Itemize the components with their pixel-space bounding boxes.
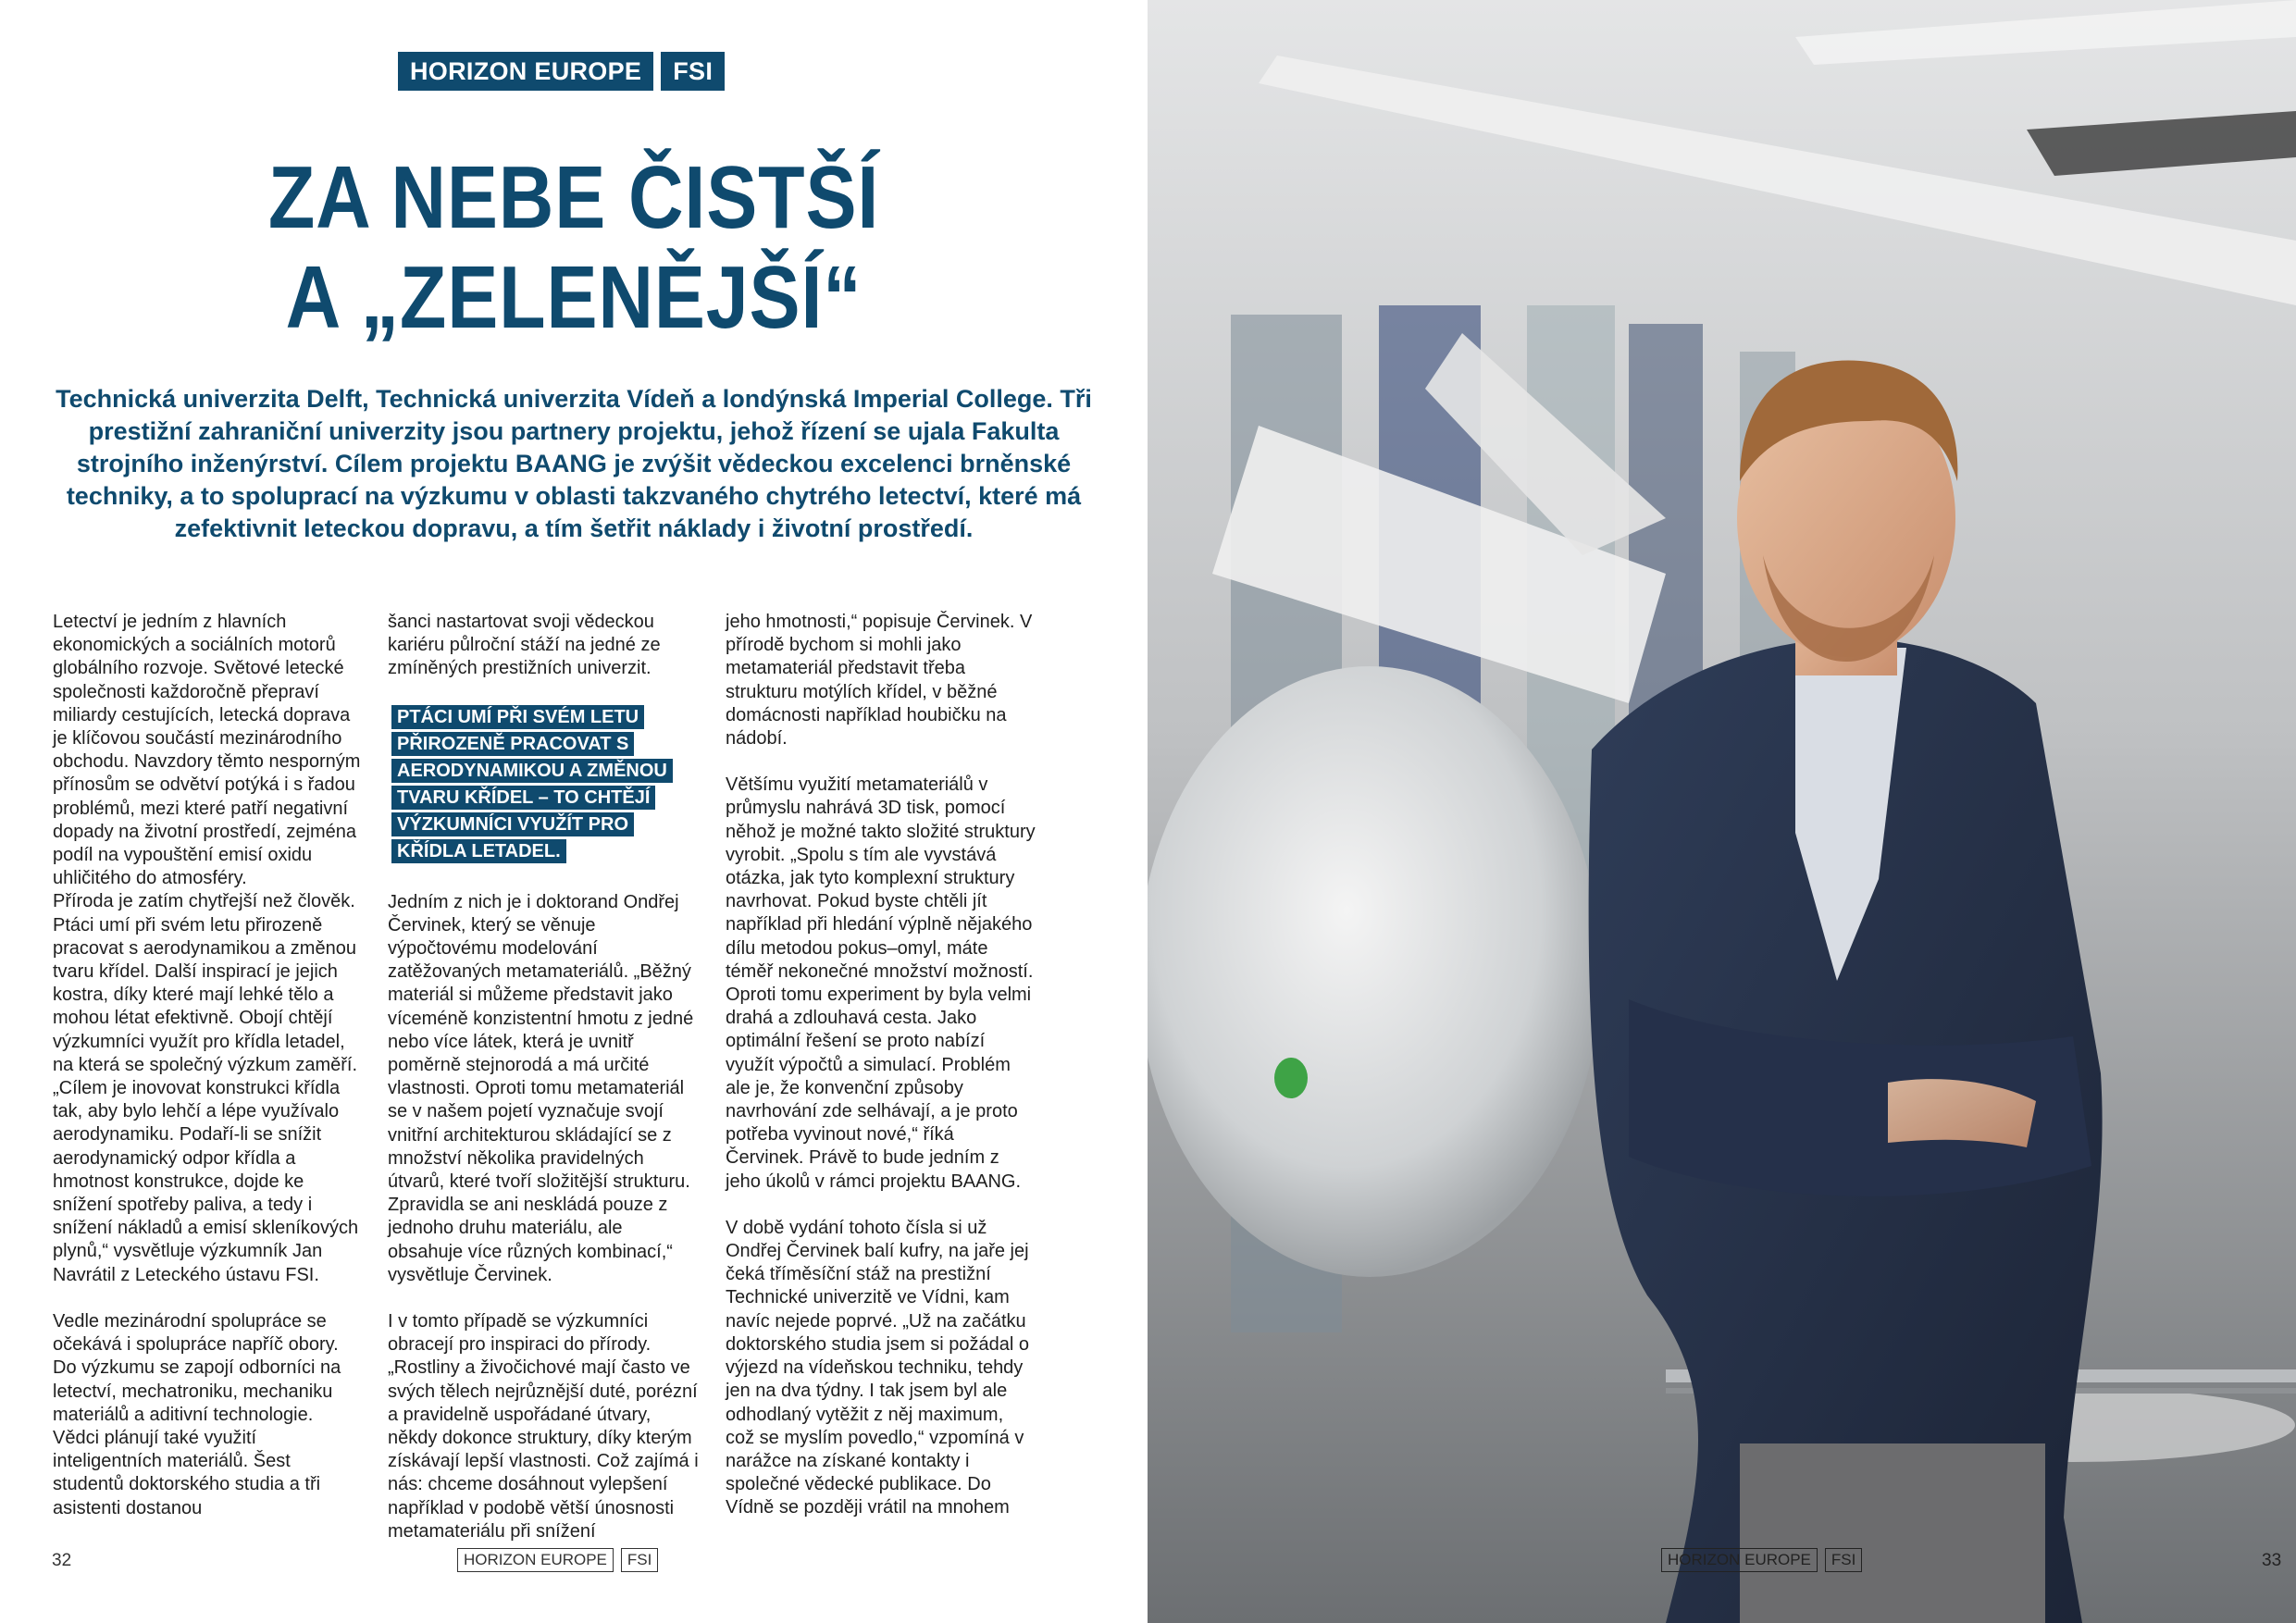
article-title (81, 148, 1067, 348)
footer-tag-fsi: FSI (621, 1548, 658, 1572)
footer-tags-left (457, 1548, 658, 1572)
pull-quote-block (391, 704, 669, 865)
paragraph: Letectví je jedním z hlavních ekonomických a sociálních motorů globálního rozvoje. Světové letecké společnosti každoročně přepraví miliardy cestujících, letecká doprava je klíčovou součástí mezinárodního obchodu. Navzdory těmto nesporným přínosům se odvětví potýká i s řadou problémů, mezi které patří negativní dopady na životní prostředí, zejména podíl na vypouštění emisí oxidu uhličitého do atmosféry. (53, 612, 361, 889)
paragraph: šanci nastartovat svoji vědeckou kariéru půlroční stáží na jedné ze zmíněných prestižních univerzit. (388, 612, 661, 679)
text-column-3 (726, 611, 1036, 1543)
page-number-right: 33 (2262, 1551, 2282, 1570)
title-line-1: ZA NEBE ČISTŠÍ (267, 148, 880, 247)
paragraph: I v tomto případě se výzkumníci obracejí pro inspiraci do přírody. „Rostliny a živočichové mají často ve svých tělech nejrůznější duté, porézní a pravidelně uspořádané útvary, někdy dokonce struktury, díky kterým získávají lepší vlastnosti. Což zajímá i nás: chceme dosáhnout vylepšení například v podobě větší únosnosti metamateriálu při snížení (388, 1311, 699, 1542)
footer-tag-horizon-europe-right: HORIZON EUROPE (1661, 1548, 1818, 1572)
footer-tag-fsi-right: FSI (1825, 1548, 1862, 1572)
footer-tags-right (1661, 1548, 1862, 1572)
tag-horizon-europe: HORIZON EUROPE (398, 52, 653, 91)
pull-quote: PTÁCI UMÍ PŘI SVÉM LETU PŘIROZENĚ PRACOVAT S AERODYNAMIKOU A ZMĚNOU TVARU KŘÍDEL – TO CHTĚJÍ VÝZKUMNÍCI VYUŽÍT PRO KŘÍDLA LETADEL. (391, 705, 673, 863)
page-number-left: 32 (52, 1551, 72, 1570)
portrait-photo (1148, 0, 2296, 1623)
paragraph: Vedle mezinárodní spolupráce se očekává i spolupráce napříč obory. Do výzkumu se zapojí odborníci na letectví, mechatroniku, mechaniku materiálů a aditivní technologie. Vědci plánují také využití inteligentních materiálů. Šest studentů doktorského studia a tři asistenti dostanou (53, 1310, 341, 1518)
paragraph: jeho hmotnosti,“ popisuje Červinek. V přírodě bychom si mohli jako metamateriál představit třeba strukturu motýlích křídel, v běžné domácnosti například houbičku na nádobí. (726, 612, 1033, 750)
paragraph: V době vydání tohoto čísla si už Ondřej Červinek balí kufry, na jaře jej čeká tříměsíční stáž na prestižní Technické univerzitě ve Vídni, kam navíc nejede poprvé. „Už na začátku doktorského studia jsem si požádal o výjezd na vídeňskou techniku, tehdy jen na dva týdny. I tak jsem byl ale odhodlaný vytěžit z něj maximum, což se myslím povedlo,“ vzpomíná v narážce na získané kontakty i společné vědecké publikace. Do Vídně se později vrátil na mnohem (726, 1217, 1029, 1518)
paragraph: Příroda je zatím chytřejší než člověk. Ptáci umí při svém letu přirozeně pracovat s aerodynamikou a změnou tvaru křídel. Další inspirací je jejich kostra, díky které mají lehké tělo a mohou létat efektivně. Obojí chtějí výzkumníci využít pro křídla letadel, na která se společný výzkum zaměří. „Cílem je inovovat konstrukci křídla tak, aby bylo lehčí a lépe využívalo aerodynamiku. Podaří-li se snížit aerodynamický odpor křídla a hmotnost konstrukce, dojde ke snížení spotřeby paliva, a tedy i snížení nákladů a emisí skleníkových plynů,“ vysvětluje výzkumník Jan Navrátil z Leteckého ústavu FSI. (53, 891, 359, 1285)
paragraph: Jedním z nich je i doktorand Ondřej Červinek, který se věnuje výpočtovému modelování zatěžovaných metamateriálů. „Běžný materiál si můžeme představit jako víceméně konzistentní hmotu z jedné nebo více látek, která je uvnitř poměrně stejnorodá a má určité vlastnosti. Oproti tomu metamateriál se v našem pojetí vyznačuje svojí vnitřní architekturou skládající se z množství několika pravidelných útvarů, které tvoří složitější strukturu. Zpravidla se ani neskládá pouze z jednoho druhu materiálu, ale obsahuje více různých kombinací,“ vysvětluje Červinek. (388, 891, 694, 1285)
article-lead: Technická univerzita Delft, Technická univerzita Vídeň a londýnská Imperial College. Tři prestižní zahraniční univerzity jsou partnery projektu, jehož řízení se ujala Fakulta strojního inženýrství. Cílem projektu BAANG je zvýšit vědeckou excelenci brněnské techniky, a to spoluprací na výzkumu v oblasti takzvaného chytrého letectví, které má zefektivnit leteckou dopravu, a tím šetřit náklady i životní prostředí. (56, 385, 1092, 542)
footer-tag-horizon-europe: HORIZON EUROPE (457, 1548, 614, 1572)
section-tags (398, 52, 725, 91)
tag-fsi: FSI (661, 52, 725, 91)
text-column-1 (53, 611, 364, 1543)
paragraph: Většímu využití metamateriálů v průmyslu nahrává 3D tisk, pomocí něhož je možné takto složité struktury vyrobit. „Spolu s tím ale vyvstává otázka, jak tyto komplexní struktury navrhovat. Pokud byste chtěli jít například při hledání výplně nějakého dílu metodou pokus–omyl, máte téměř nekonečné množství možností. Oproti tomu experiment by byla velmi drahá a zdlouhavá cesta. Jako optimální řešení se proto nabízí využít výpočtů a simulací. Problém ale je, že konvenční způsoby navrhování zde selhávají, a je proto potřeba vyvinout nové,“ říká Červinek. Právě to bude jedním z jeho úkolů v rámci projektu BAANG. (726, 774, 1036, 1192)
text-column-2 (388, 611, 699, 1567)
title-line-2: A „ZELENĚJŠÍ“ (285, 248, 863, 347)
photo-illustration (1148, 0, 2296, 1623)
